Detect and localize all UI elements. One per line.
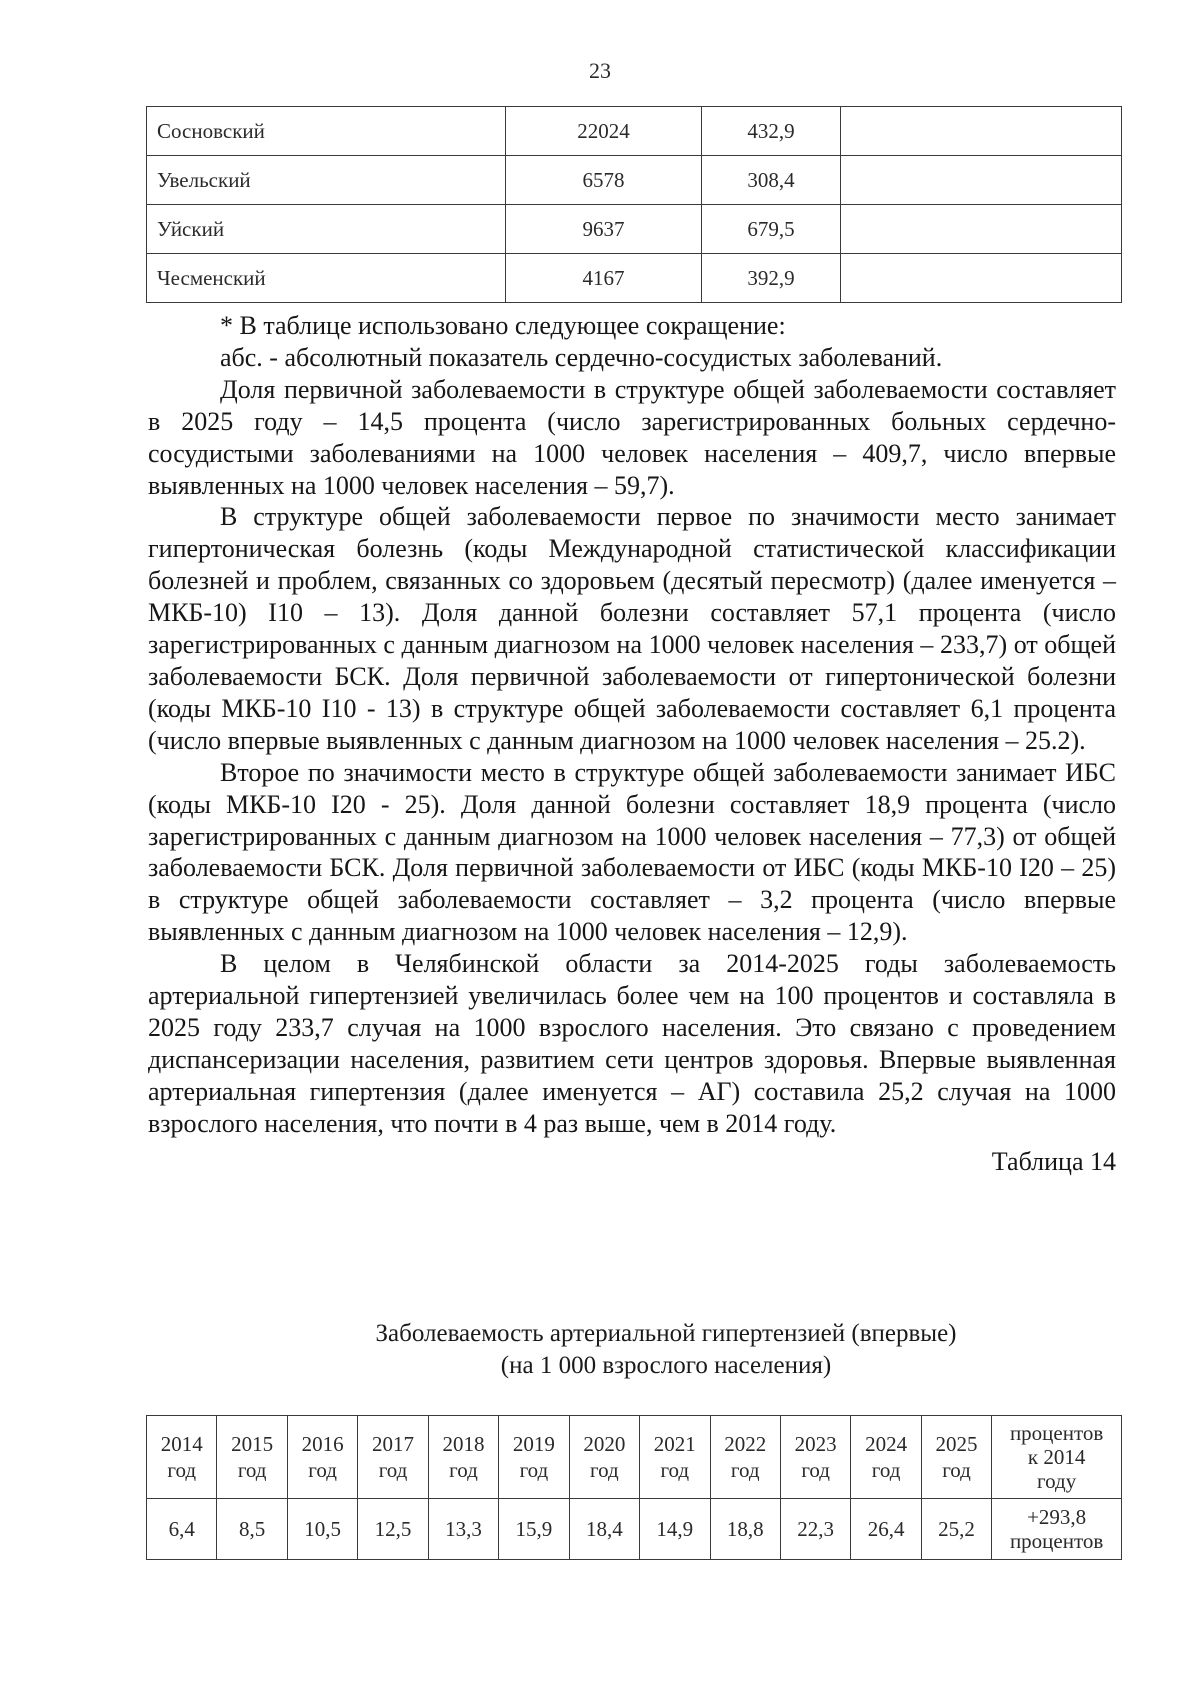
year-value: 25,2 <box>921 1499 991 1560</box>
year-suffix: год <box>730 1458 760 1482</box>
region-rate-value: 432,9 <box>702 107 841 156</box>
year-label: 2018 <box>442 1432 485 1456</box>
region-name: Уйский <box>147 205 506 254</box>
percent-header-line: процентов <box>1009 1421 1104 1445</box>
percent-header-line: году <box>1037 1469 1077 1493</box>
year-label: 2023 <box>794 1432 837 1456</box>
year-label: 2014 <box>160 1432 203 1456</box>
paragraph-ibs: Второе по значимости место в структуре общей заболеваемости занимает ИБС (коды МКБ-10 I20 - 25). Доля данной болезни составляет 18,9 процента (число зарегистрированных с данным диагнозом на 1000 человек населения – 77,3) от общей заболеваемости БСК. Доля первичной заболеваемости от ИБС (коды МКБ-10 I20 – 25) в структуре общей заболеваемости составляет – 3,2 процента (число впервые выявленных с данным диагнозом на 1000 человек населения – 12,9). <box>148 757 1116 947</box>
year-value: 22,3 <box>780 1499 850 1560</box>
year-label: 2015 <box>231 1432 274 1456</box>
region-abs-value: 22024 <box>506 107 702 156</box>
year-value: 18,4 <box>569 1499 639 1560</box>
year-suffix: год <box>308 1458 337 1482</box>
year-label: 2017 <box>372 1432 415 1456</box>
region-name: Сосновский <box>147 107 506 156</box>
year-value: 18,8 <box>710 1499 780 1560</box>
table-row <box>147 156 1122 205</box>
table-header-row <box>147 1416 1122 1499</box>
year-suffix: год <box>519 1458 549 1482</box>
caption-line: Заболеваемость артериальной гипертензией (впервые) <box>375 1320 957 1347</box>
region-abs-value: 4167 <box>506 254 702 303</box>
year-suffix: год <box>871 1458 901 1482</box>
region-abs-value: 9637 <box>506 205 702 254</box>
paragraph-hypertension: В структуре общей заболеваемости первое по значимости место занимает гипертоническая болезнь (коды Международной статистической классификации болезней и проблем, связанных со здоровьем (десятый пересмотр) (далее именуется – МКБ-10) I10 – 13). Доля данной болезни составляет 57,1 процента (число зарегистрированных с данным диагнозом на 1000 человек населения – 233,7) от общей заболеваемости БСК. Доля первичной заболеваемости от гипертонической болезни (коды МКБ-10 I10 - 13) в структуре общей заболеваемости составляет 6,1 процента (число впервые выявленных с данным диагнозом на 1000 человек населения – 25.2). <box>148 502 1116 755</box>
table-row <box>147 254 1122 303</box>
year-header <box>358 1416 428 1499</box>
year-header <box>710 1416 780 1499</box>
year-suffix: год <box>167 1458 197 1482</box>
table-row <box>147 107 1122 156</box>
year-header <box>780 1416 850 1499</box>
year-label: 2025 <box>935 1432 978 1456</box>
year-header <box>217 1416 287 1499</box>
year-suffix: год <box>942 1458 971 1482</box>
year-header <box>851 1416 921 1499</box>
year-suffix: год <box>801 1458 830 1482</box>
year-value: 10,5 <box>287 1499 357 1560</box>
year-suffix: год <box>590 1458 619 1482</box>
year-value: 6,4 <box>147 1499 217 1560</box>
percent-header-line: к 2014 <box>1027 1445 1086 1469</box>
year-value: 8,5 <box>217 1499 287 1560</box>
year-label: 2020 <box>583 1432 626 1456</box>
year-suffix: год <box>237 1458 267 1482</box>
percent-value-line: процентов <box>1009 1529 1104 1553</box>
year-value: 14,9 <box>640 1499 710 1560</box>
yearly-incidence-table <box>146 1415 1122 1560</box>
regions-table <box>146 106 1122 303</box>
percent-value-line: +293,8 <box>1027 1505 1087 1529</box>
year-label: 2021 <box>653 1432 696 1456</box>
year-suffix: год <box>449 1458 478 1482</box>
year-header <box>499 1416 569 1499</box>
year-label: 2024 <box>865 1432 908 1456</box>
year-value: 26,4 <box>851 1499 921 1560</box>
caption-line: (на 1 000 взрослого населения) <box>500 1352 832 1379</box>
percent-change-header <box>992 1416 1122 1499</box>
year-header <box>428 1416 498 1499</box>
table-label: Таблица 14 <box>991 1146 1116 1176</box>
page-number: 23 <box>589 58 611 83</box>
region-rate-value: 392,9 <box>702 254 841 303</box>
region-extra-cell <box>841 107 1122 156</box>
year-value: 13,3 <box>428 1499 498 1560</box>
table-row <box>147 1499 1122 1560</box>
region-extra-cell <box>841 254 1122 303</box>
percent-change-value <box>992 1499 1122 1560</box>
region-rate-value: 679,5 <box>702 205 841 254</box>
year-header <box>287 1416 357 1499</box>
region-extra-cell <box>841 156 1122 205</box>
region-rate-value: 308,4 <box>702 156 841 205</box>
year-header <box>569 1416 639 1499</box>
paragraph-region-summary: В целом в Челябинской области за 2014-2025 годы заболеваемость артериальной гипертензией увеличилась более чем на 100 процентов и составляла в 2025 году 233,7 случая на 1000 взрослого населения. Это связано с проведением диспансеризации населения, развитием сети центров здоровья. Впервые выявленная артериальная гипертензия (далее именуется – АГ) составила 25,2 случая на 1000 взрослого населения, что почти в 4 раз выше, чем в 2014 году. <box>148 949 1116 1138</box>
year-suffix: год <box>660 1458 690 1482</box>
year-label: 2019 <box>512 1432 555 1456</box>
region-name: Увельский <box>147 156 506 205</box>
year-suffix: год <box>378 1458 408 1482</box>
region-extra-cell <box>841 205 1122 254</box>
paragraph-primary-share: Доля первичной заболеваемости в структуре общей заболеваемости составляет в 2025 году – 14,5 процента (число зарегистрированных больных сердечно-сосудистыми заболеваниями на 1000 человек населения – 409,7, число впервые выявленных на 1000 человек населения – 59,7). <box>148 374 1116 500</box>
table-caption <box>0 1318 1200 1382</box>
region-abs-value: 6578 <box>506 156 702 205</box>
year-header <box>147 1416 217 1499</box>
region-name: Чесменский <box>147 254 506 303</box>
body-text <box>148 310 1116 1177</box>
footnote-line: * В таблице использовано следующее сокращение: <box>220 311 786 340</box>
year-value: 15,9 <box>499 1499 569 1560</box>
year-header <box>640 1416 710 1499</box>
footnote-line: абс. - абсолютный показатель сердечно-сосудистых заболеваний. <box>220 342 943 372</box>
year-value: 12,5 <box>358 1499 428 1560</box>
year-label: 2016 <box>301 1432 344 1456</box>
table-row <box>147 205 1122 254</box>
year-header <box>921 1416 991 1499</box>
year-label: 2022 <box>724 1432 767 1456</box>
